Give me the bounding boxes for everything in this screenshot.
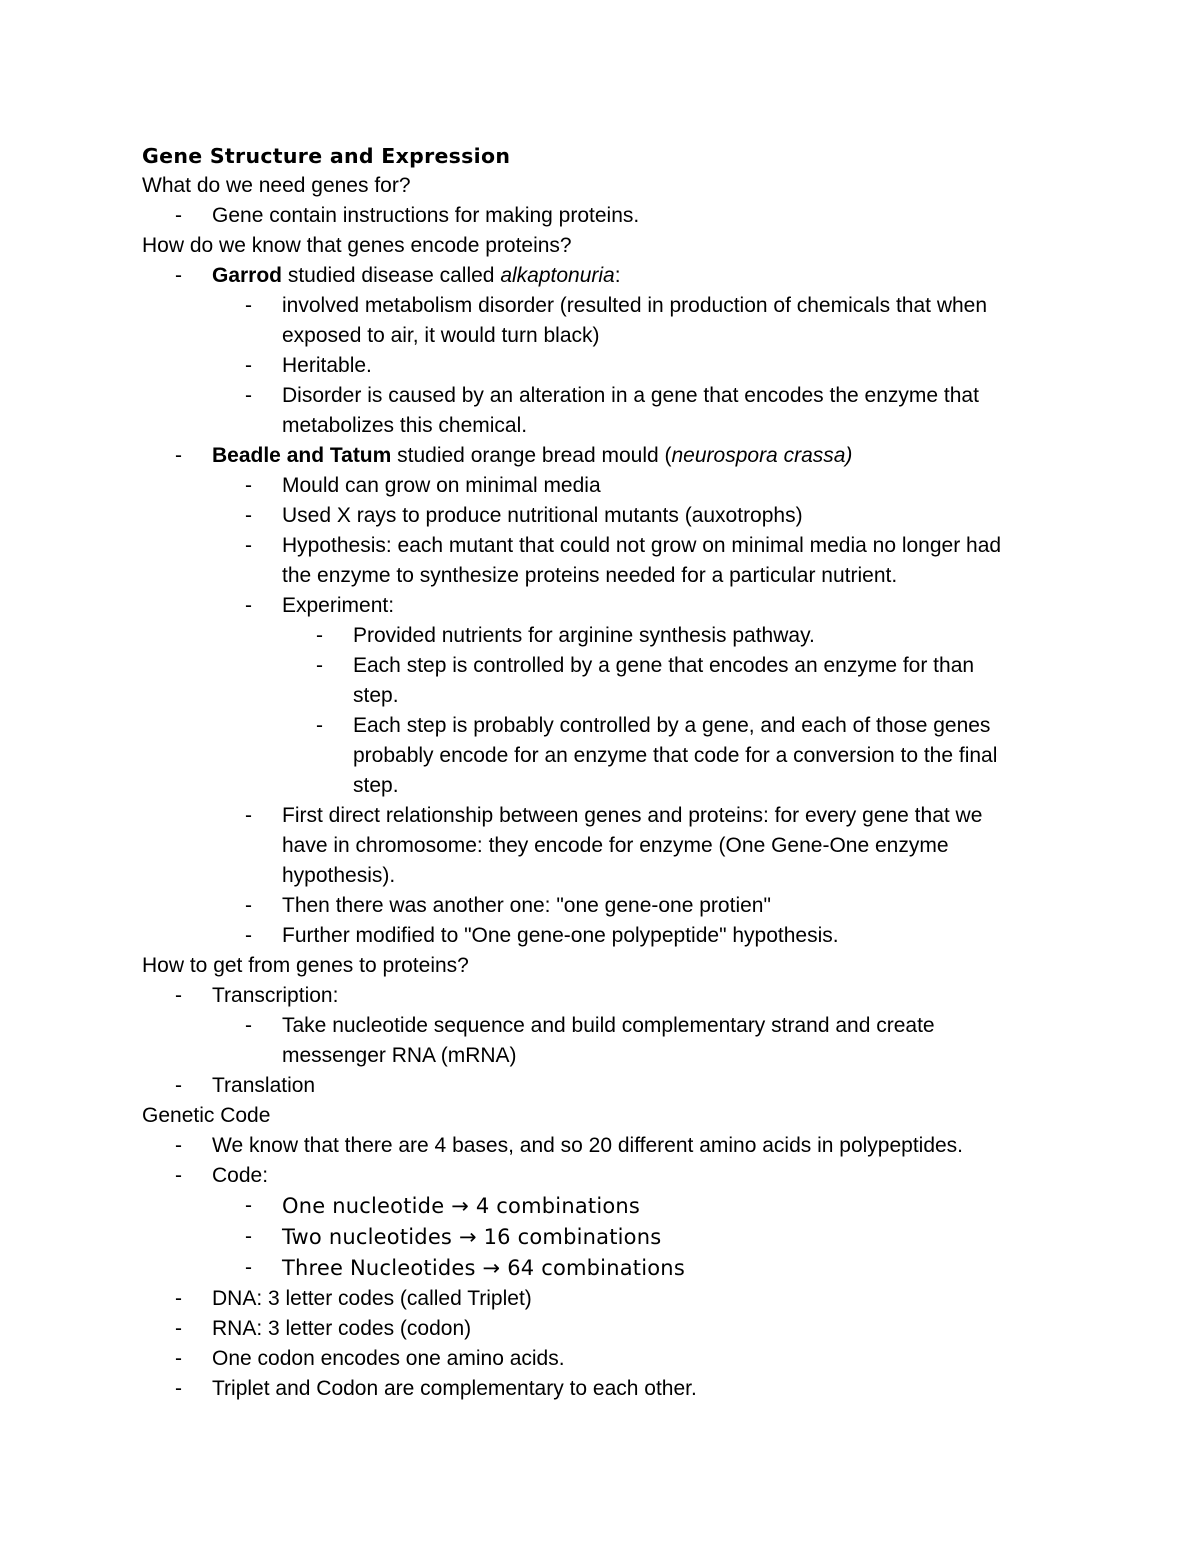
list-item-text: metabolizes this chemical. — [282, 414, 528, 437]
list-item-continuation — [142, 861, 1132, 891]
list-item-continuation — [142, 831, 1132, 861]
bullet-dash: - — [245, 924, 252, 947]
list-item — [142, 921, 1132, 951]
list-item — [142, 1344, 1132, 1374]
list-item — [142, 981, 1132, 1011]
question-genes-purpose: What do we need genes for? — [142, 174, 411, 197]
bullet-dash: - — [316, 624, 323, 647]
list-item-text: Further modified to "One gene-one polypeptide" hypothesis. — [282, 924, 839, 947]
scientist-name: Garrod — [212, 264, 283, 287]
list-item — [142, 1071, 1132, 1101]
list-item-text: Triplet and Codon are complementary to each other. — [212, 1377, 697, 1400]
list-item-text: hypothesis). — [282, 864, 396, 887]
list-item-text: Disorder is caused by an alteration in a gene that encodes the enzyme that — [282, 384, 979, 407]
list-item-beadle-tatum — [142, 441, 1132, 471]
list-item-text: Experiment: — [282, 594, 395, 617]
list-item-text: One codon encodes one amino acids. — [212, 1347, 565, 1370]
bullet-dash: - — [175, 1377, 182, 1400]
list-item — [142, 651, 1132, 681]
list-item-text: probably encode for an enzyme that code for a conversion to the final — [353, 744, 998, 767]
list-item-text: Take nucleotide sequence and build complementary strand and create — [282, 1014, 935, 1037]
bullet-dash: - — [175, 984, 182, 1007]
bullet-dash: - — [175, 1317, 182, 1340]
bullet-dash: - — [175, 1347, 182, 1370]
list-item-text: Translation — [212, 1074, 316, 1097]
list-item-text: Then there was another one: "one gene-one protien" — [282, 894, 771, 917]
list-item — [142, 291, 1132, 321]
list-item — [142, 591, 1132, 621]
bullet-dash: - — [245, 474, 252, 497]
list-item-continuation — [142, 561, 1132, 591]
list-item-garrod — [142, 261, 1132, 291]
list-item-text: We know that there are 4 bases, and so 20 different amino acids in polypeptides. — [212, 1134, 964, 1157]
list-item-text: Gene contain instructions for making proteins. — [212, 204, 640, 227]
list-item — [142, 1253, 1132, 1284]
disease-name: alkaptonuria — [500, 264, 615, 287]
bullet-dash: - — [245, 1256, 252, 1279]
list-item — [142, 891, 1132, 921]
bullet-dash: - — [175, 1134, 182, 1157]
document-page — [142, 141, 1132, 1404]
list-item-text: Provided nutrients for arginine synthesis pathway. — [353, 624, 815, 647]
question-genes-to-proteins: How to get from genes to proteins? — [142, 954, 469, 977]
list-item-text: Each step is probably controlled by a gene, and each of those genes — [353, 714, 991, 737]
bullet-dash: - — [245, 1014, 252, 1037]
list-item — [142, 621, 1132, 651]
list-item — [142, 471, 1132, 501]
list-item-continuation — [142, 741, 1132, 771]
bullet-dash: - — [245, 1225, 252, 1248]
list-item — [142, 351, 1132, 381]
list-item — [142, 201, 1132, 231]
list-item-text: Two nucleotides → 16 combinations — [282, 1225, 662, 1249]
list-item — [142, 381, 1132, 411]
list-item-text: Code: — [212, 1164, 269, 1187]
list-item-text: First direct relationship between genes and proteins: for every gene that we — [282, 804, 983, 827]
bullet-dash: - — [245, 804, 252, 827]
bullet-dash: - — [175, 1164, 182, 1187]
list-item-text: Heritable. — [282, 354, 372, 377]
bullet-dash: - — [316, 654, 323, 677]
list-item-continuation — [142, 771, 1132, 801]
bullet-dash: - — [245, 354, 252, 377]
list-item-text: involved metabolism disorder (resulted in production of chemicals that when — [282, 294, 988, 317]
list-item-continuation — [142, 321, 1132, 351]
list-item-text: the enzyme to synthesize proteins needed for a particular nutrient. — [282, 564, 898, 587]
list-item-continuation — [142, 411, 1132, 441]
list-item-text: Used X rays to produce nutritional mutants (auxotrophs) — [282, 504, 803, 527]
list-item — [142, 501, 1132, 531]
bullet-dash: - — [175, 1287, 182, 1310]
species-name: neurospora crassa) — [671, 444, 853, 467]
list-item — [142, 1284, 1132, 1314]
list-item-text: Transcription: — [212, 984, 339, 1007]
bullet-dash: - — [175, 204, 182, 227]
question-genes-encode-proteins: How do we know that genes encode proteins? — [142, 234, 572, 257]
list-item-text: RNA: 3 letter codes (codon) — [212, 1317, 472, 1340]
bullet-dash: - — [175, 264, 182, 287]
list-item — [142, 711, 1132, 741]
list-item — [142, 1374, 1132, 1404]
list-item — [142, 1011, 1132, 1041]
bullet-dash: - — [245, 894, 252, 917]
bullet-dash: - — [245, 504, 252, 527]
list-item-text: DNA: 3 letter codes (called Triplet) — [212, 1287, 532, 1310]
punctuation: : — [614, 264, 621, 287]
section-genetic-code: Genetic Code — [142, 1104, 271, 1127]
bullet-dash: - — [245, 1194, 252, 1217]
document-title: Gene Structure and Expression — [142, 144, 511, 168]
list-item — [142, 1191, 1132, 1222]
list-item — [142, 1222, 1132, 1253]
bullet-dash: - — [175, 444, 182, 467]
list-item-continuation — [142, 681, 1132, 711]
list-item-text: messenger RNA (mRNA) — [282, 1044, 517, 1067]
bullet-dash: - — [245, 384, 252, 407]
list-item — [142, 1314, 1132, 1344]
scientist-name: Beadle and Tatum — [212, 444, 392, 467]
list-item-text: Mould can grow on minimal media — [282, 474, 601, 497]
list-item-text: Hypothesis: each mutant that could not grow on minimal media no longer had — [282, 534, 1002, 557]
list-item-text: exposed to air, it would turn black) — [282, 324, 600, 347]
list-item-text: Each step is controlled by a gene that encodes an enzyme for than — [353, 654, 975, 677]
bullet-dash: - — [245, 294, 252, 317]
list-item — [142, 1161, 1132, 1191]
bullet-dash: - — [245, 534, 252, 557]
list-item-text: have in chromosome: they encode for enzyme (One Gene-One enzyme — [282, 834, 949, 857]
list-item-continuation — [142, 1041, 1132, 1071]
list-item-text: One nucleotide → 4 combinations — [282, 1194, 641, 1218]
list-item-text: Three Nucleotides → 64 combinations — [282, 1256, 685, 1280]
bullet-dash: - — [316, 714, 323, 737]
bullet-dash: - — [245, 594, 252, 617]
list-item — [142, 1131, 1132, 1161]
list-item — [142, 531, 1132, 561]
list-item-text: studied disease called — [282, 264, 501, 287]
list-item — [142, 801, 1132, 831]
bullet-dash: - — [175, 1074, 182, 1097]
list-item-text: studied orange bread mould ( — [391, 444, 672, 467]
list-item-text: step. — [353, 774, 399, 797]
list-item-text: step. — [353, 684, 399, 707]
